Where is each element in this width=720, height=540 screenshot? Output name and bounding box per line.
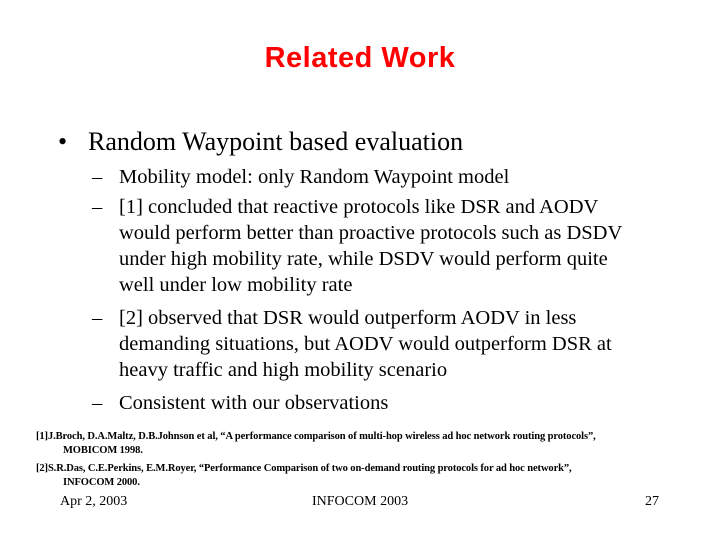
sub-bullet-line: demanding situations, but AODV would outperform DSR at [119,333,612,355]
sub-bullet-line: [1] concluded that reactive protocols like DSR and AODV [119,196,599,218]
sub-bullet-line: [2] observed that DSR would outperform AODV in less [119,307,577,329]
sub-bullet-line: well under low mobility rate [119,274,353,296]
footer-page-number: 27 [645,494,659,509]
dash-icon: – [92,392,103,414]
sub-bullet-line: would perform better than proactive protocols such as DSDV [119,222,623,244]
reference-2: [2]S.R.Das, C.E.Perkins, E.M.Royer, “Performance Comparison of two on-demand routing protocols for ad hoc network”, [36,463,572,474]
bullet-dot-icon: • [58,127,68,156]
footer-date: Apr 2, 2003 [60,494,128,509]
sub-bullet-line: Mobility model: only Random Waypoint model [119,166,510,188]
main-bullet-text: Random Waypoint based evaluation [88,127,464,156]
sub-bullet-line: Consistent with our observations [119,392,389,414]
sub-bullet-line: under high mobility rate, while DSDV would perform quite [119,248,608,270]
dash-icon: – [92,166,103,188]
footer-conference: INFOCOM 2003 [312,494,409,509]
dash-icon: – [92,307,103,329]
reference-1: [1]J.Broch, D.A.Maltz, D.B.Johnson et al, “A performance comparison of multi-hop wireless ad hoc network routing protocols”, [36,431,596,442]
dash-icon: – [92,196,103,218]
sub-bullet-line: heavy traffic and high mobility scenario [119,359,448,381]
reference-2-venue: INFOCOM 2000. [63,477,140,488]
slide-title: Related Work [264,42,456,74]
reference-1-venue: MOBICOM 1998. [63,445,143,456]
